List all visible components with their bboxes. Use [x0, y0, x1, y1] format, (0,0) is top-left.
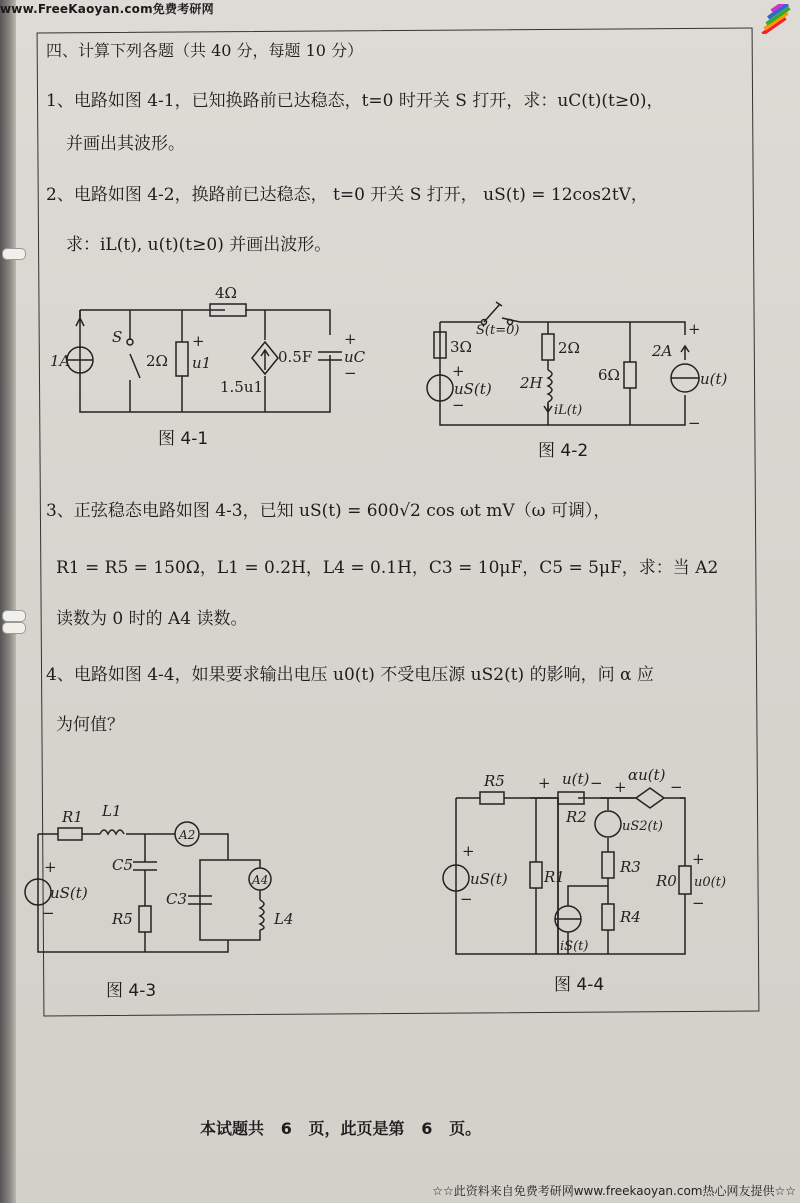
- fig41-caption: 图 4-1: [158, 429, 209, 449]
- binding-hole: [2, 248, 26, 260]
- q1-line2: 并画出其波形。: [66, 134, 185, 154]
- fig43-l4: L4: [274, 910, 294, 928]
- fig44-r4: R4: [620, 908, 641, 926]
- svg-text:+: +: [44, 858, 57, 876]
- binding-hole: [2, 610, 26, 622]
- section-title: 四、计算下列各题（共 40 分，每题 10 分）: [46, 41, 364, 60]
- fig42-u: u(t): [700, 370, 728, 388]
- fig41-u1: u1: [192, 354, 212, 372]
- figure-4-4: [440, 766, 740, 970]
- fig44-u: u(t): [562, 770, 590, 788]
- fig43-us: uS(t): [50, 884, 88, 902]
- svg-text:−: −: [670, 778, 683, 796]
- page-footer: 本试题共 6 页，此页是第 6 页。: [200, 1119, 482, 1138]
- svg-text:−: −: [344, 364, 357, 382]
- svg-text:−: −: [688, 414, 701, 432]
- fig42-r1: 3Ω: [450, 338, 472, 356]
- svg-text:+: +: [538, 774, 551, 792]
- q3-line2: R1 = R5 = 150Ω，L1 = 0.2H，L4 = 0.1H，C3 = 10μF，C5 = 5μF，求：当 A2: [56, 558, 719, 578]
- fig44-us: uS(t): [470, 870, 508, 888]
- svg-text:−: −: [42, 904, 55, 922]
- fig43-c3: C3: [166, 890, 188, 908]
- fig42-src: 2A: [652, 342, 673, 360]
- figure-4-3: [30, 800, 294, 974]
- fig44-r2: R2: [566, 808, 587, 826]
- fig42-switch: S(t=0): [476, 323, 520, 338]
- fig44-dep: αu(t): [628, 766, 666, 784]
- svg-text:+: +: [462, 842, 475, 860]
- fig43-a2: A2: [179, 828, 196, 842]
- fig44-r5: R5: [484, 772, 505, 790]
- fig41-cap: 0.5F: [278, 348, 313, 366]
- svg-text:+: +: [192, 332, 205, 350]
- fig43-l1: L1: [102, 802, 122, 820]
- q2-line1: 2、电路如图 4-2，换路前已达稳态， t=0 开关 S 打开， uS(t) = 12cos2tV，: [46, 185, 648, 205]
- q1-line1: 1、电路如图 4-1，已知换路前已达稳态，t=0 时开关 S 打开，求：uC(t)(t≥0)，: [46, 91, 664, 111]
- fig44-us2: uS2(t): [622, 819, 663, 834]
- fig42-il: iL(t): [554, 403, 583, 418]
- fig44-r1: R1: [544, 868, 565, 886]
- site-logo-icon: [756, 4, 792, 34]
- fig44-u0: u0(t): [694, 875, 727, 890]
- fig42-caption: 图 4-2: [538, 441, 589, 461]
- q3-line1: 3、正弦稳态电路如图 4-3，已知 uS(t) = 600√2 cos ωt mV（ω 可调），: [46, 501, 611, 521]
- svg-text:−: −: [460, 890, 473, 908]
- fig44-r0: R0: [656, 872, 677, 890]
- svg-text:+: +: [688, 320, 701, 338]
- binding-hole: [2, 622, 26, 634]
- fig42-l: 2H: [520, 374, 543, 392]
- q4-line1: 4、电路如图 4-4，如果要求输出电压 u0(t) 不受电压源 uS2(t) 的影响，问 α 应: [46, 665, 654, 685]
- svg-text:−: −: [692, 894, 705, 912]
- fig41-r-top: 4Ω: [215, 284, 237, 302]
- fig42-r2: 2Ω: [558, 339, 580, 357]
- fig44-is: iS(t): [560, 939, 589, 954]
- fig43-r1: R1: [62, 808, 83, 826]
- fig41-switch: S: [112, 328, 123, 346]
- fig43-r5: R5: [112, 910, 133, 928]
- figure-4-2: [420, 290, 728, 444]
- fig43-c5: C5: [112, 856, 134, 874]
- q3-line3: 读数为 0 时的 A4 读数。: [56, 609, 248, 629]
- fig41-r-mid: 2Ω: [146, 352, 168, 370]
- svg-text:−: −: [590, 774, 603, 792]
- fig44-caption: 图 4-4: [554, 975, 605, 995]
- fig44-r3: R3: [620, 858, 641, 876]
- q2-line2: 求：iL(t), u(t)(t≥0) 并画出波形。: [66, 235, 332, 255]
- fig41-src: 1A: [50, 352, 71, 370]
- q4-line2: 为何值？: [56, 715, 124, 735]
- svg-text:+: +: [692, 850, 705, 868]
- fig41-uc: uC: [344, 348, 366, 366]
- svg-text:+: +: [344, 330, 357, 348]
- fig41-dep: 1.5u1: [220, 378, 264, 396]
- binding-edge: [0, 0, 16, 1203]
- fig42-r3: 6Ω: [598, 366, 620, 384]
- svg-text:+: +: [452, 362, 465, 380]
- site-header: www.FreeKaoyan.com免费考研网: [0, 2, 214, 16]
- fig42-us: uS(t): [454, 380, 492, 398]
- fig43-a4: A4: [252, 873, 269, 887]
- svg-text:−: −: [452, 396, 465, 414]
- svg-text:+: +: [614, 778, 627, 796]
- credit-line: ☆☆此资料来自免费考研网www.freekaoyan.com热心网友提供☆☆: [432, 1184, 796, 1198]
- fig43-caption: 图 4-3: [106, 981, 157, 1001]
- figure-4-1: [50, 280, 370, 424]
